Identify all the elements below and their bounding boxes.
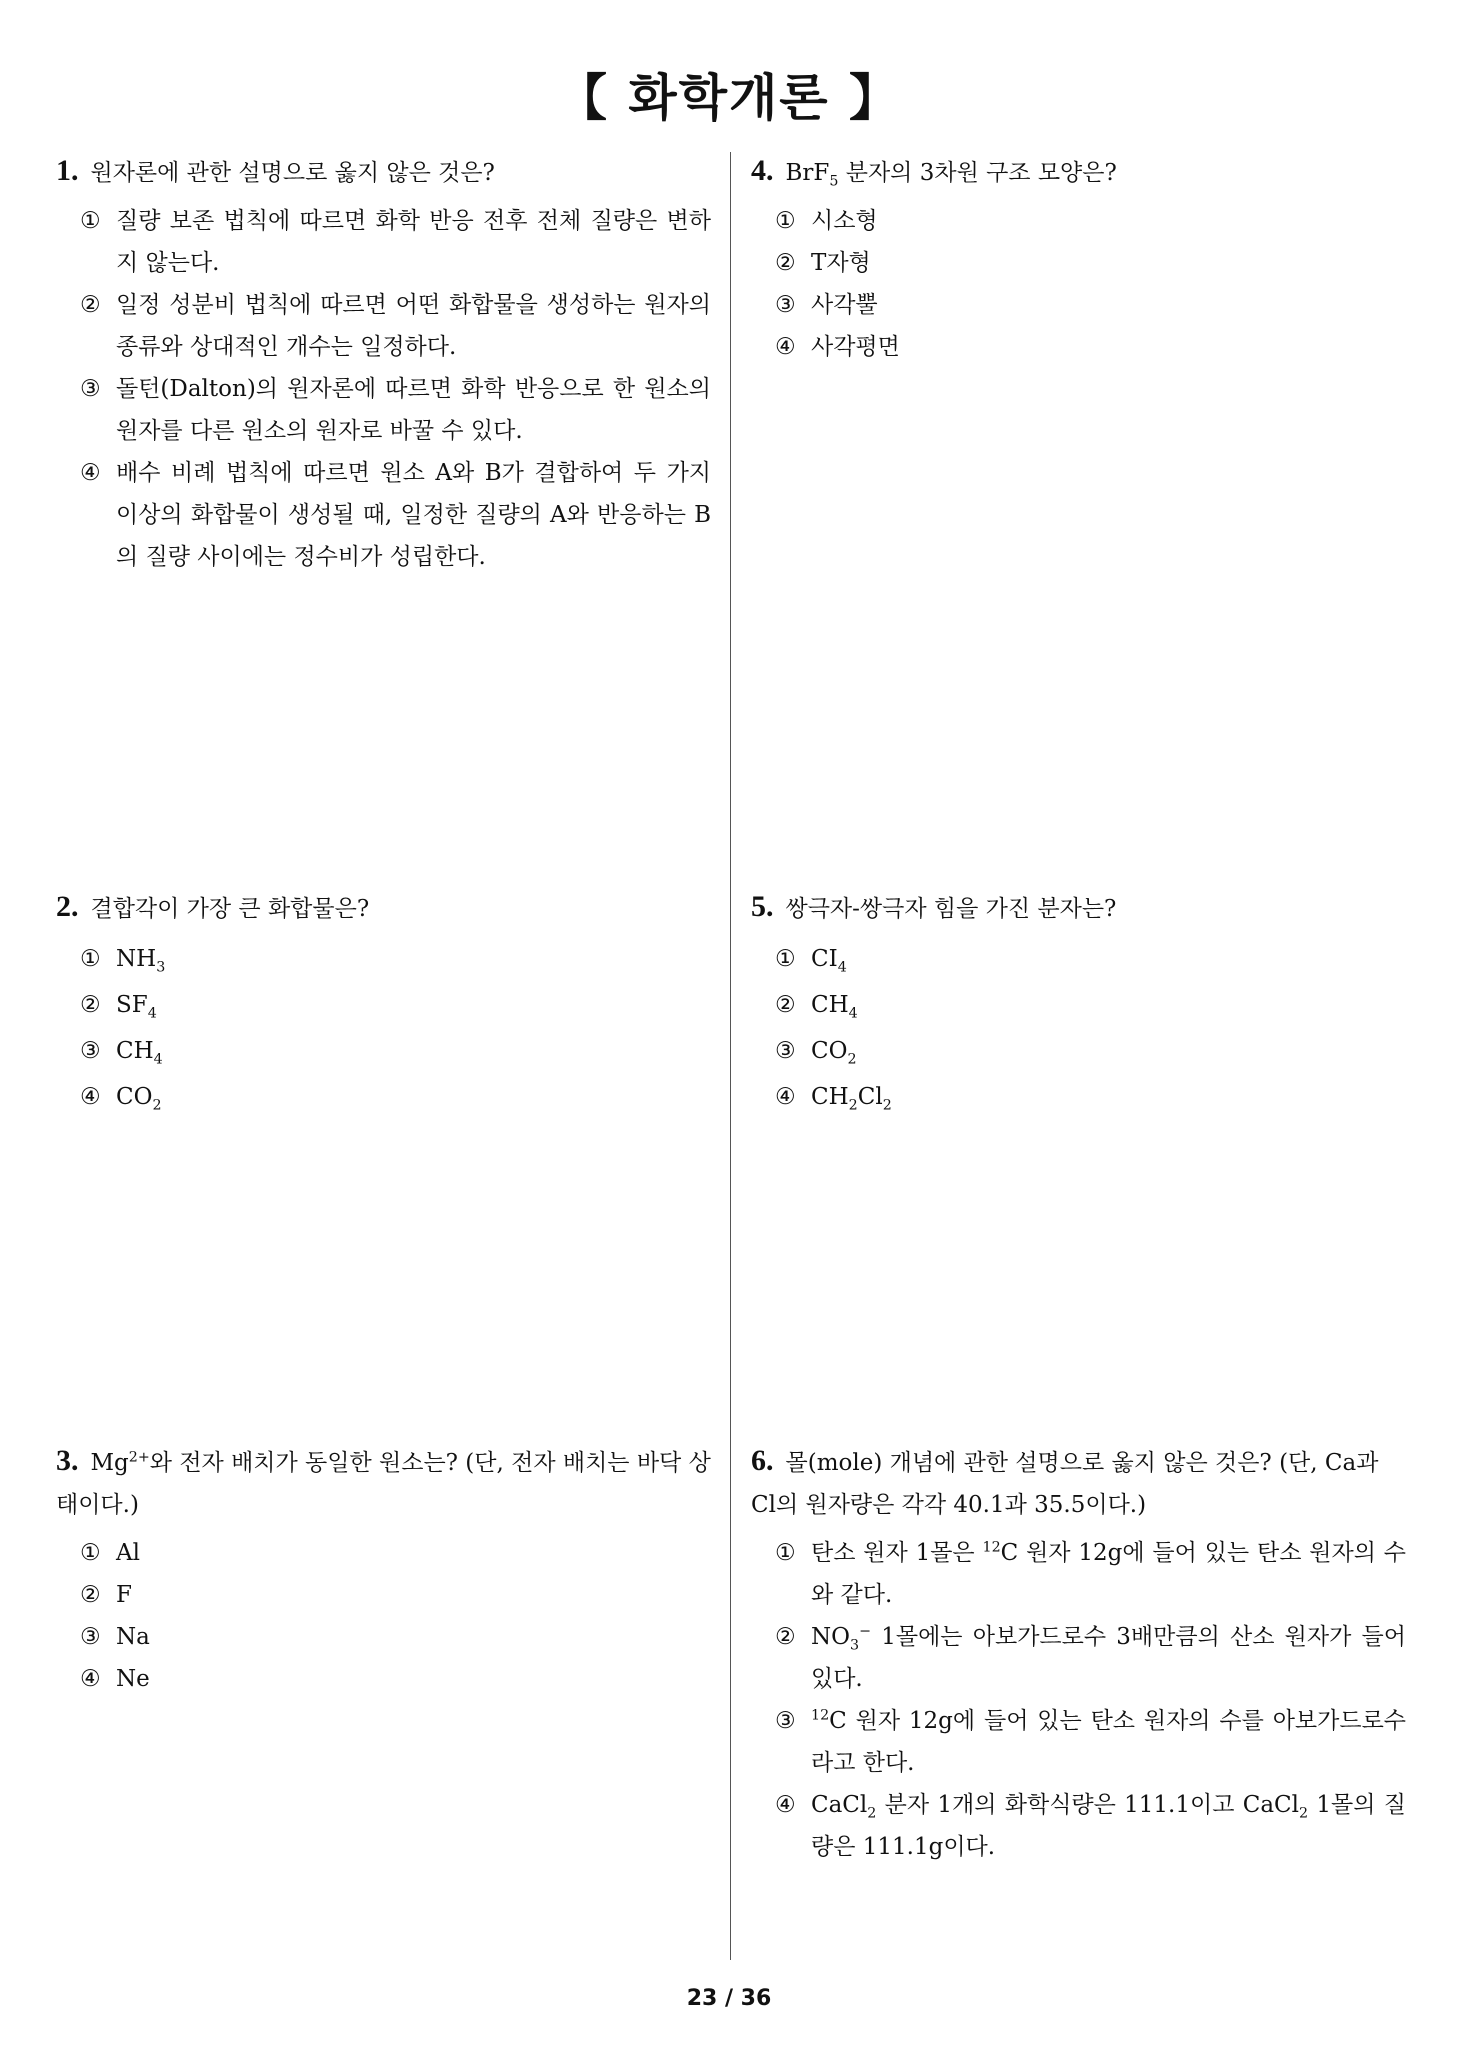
mass-number-superscript: 12: [982, 1539, 1001, 1556]
choice-text: [811, 1616, 1406, 1700]
choice-text: [811, 1700, 1406, 1784]
choice-list: [56, 1532, 711, 1700]
choice-marker: ①: [775, 1540, 796, 1566]
choice-marker: ①: [775, 946, 796, 972]
question-3: [56, 1440, 711, 1700]
stem-subscript: 5: [829, 173, 839, 190]
choice-text: [811, 1784, 1406, 1868]
choice-marker: ③: [80, 1038, 101, 1064]
stem-superscript: 2+: [128, 1449, 150, 1466]
choice-2[interactable]: [80, 1574, 711, 1616]
choice-3[interactable]: [80, 368, 711, 452]
stem-text: 와 전자 배치가 동일한 원소는? (단, 전자 배치는 바닥 상태이다.): [56, 1450, 711, 1518]
choice-text-part: C 원자 12g에 들어 있는 탄소 원자의 수와 같다.: [811, 1540, 1407, 1608]
choice-marker: ①: [80, 946, 101, 972]
choice-formula: [116, 1074, 711, 1120]
choice-marker: ④: [80, 1666, 101, 1692]
question-2: [56, 886, 711, 1120]
choice-4[interactable]: [775, 1074, 1406, 1120]
choice-formula: [116, 1028, 711, 1074]
choice-1[interactable]: [775, 936, 1406, 982]
formula-subscript: 4: [848, 1005, 858, 1022]
choice-4[interactable]: [80, 1074, 711, 1120]
question-number: 6.: [751, 1444, 774, 1477]
formula-text: CH: [811, 1084, 849, 1110]
choice-text: 사각평면: [811, 334, 900, 360]
charge-superscript: −: [859, 1623, 872, 1640]
choice-2[interactable]: [775, 982, 1406, 1028]
formula-subscript: 2: [1299, 1805, 1309, 1822]
choice-3[interactable]: [80, 1028, 711, 1074]
stem-text: 분자의 3차원 구조 모양은?: [838, 160, 1117, 186]
choice-text-part: CaCl: [811, 1792, 868, 1818]
choice-text-part: NO: [811, 1624, 850, 1650]
formula-subscript: 4: [837, 959, 847, 976]
choice-marker: ①: [775, 208, 796, 234]
stem-formula: Mg: [90, 1450, 129, 1476]
choice-formula: [811, 1074, 1406, 1120]
formula-subscript: 3: [156, 959, 166, 976]
formula-subscript: 2: [867, 1805, 877, 1822]
question-6: [751, 1440, 1406, 1868]
choice-2[interactable]: [80, 982, 711, 1028]
choice-2[interactable]: [80, 284, 711, 368]
choice-formula: [116, 936, 711, 982]
choice-1[interactable]: [80, 200, 711, 284]
choice-text: [811, 1532, 1406, 1616]
choice-marker: ④: [775, 1084, 796, 1110]
choice-text-part: 분자 1개의 화학식량은 111.1이고 CaCl: [876, 1792, 1300, 1818]
question-number: 4.: [751, 154, 774, 187]
choice-formula: [116, 982, 711, 1028]
choice-2[interactable]: [775, 242, 1406, 284]
choice-list: [751, 936, 1406, 1120]
question-number: 5.: [751, 890, 774, 923]
choice-text: 시소형: [811, 208, 878, 234]
choice-2[interactable]: [775, 1616, 1406, 1700]
formula-subscript: 4: [147, 1005, 157, 1022]
choice-marker: ②: [80, 1582, 101, 1608]
choice-formula: [811, 982, 1406, 1028]
choice-text: F: [116, 1582, 132, 1608]
question-stem: [785, 160, 1117, 190]
formula-subscript: 2: [882, 1097, 892, 1114]
choice-marker: ③: [775, 1708, 796, 1734]
formula-text: NH: [116, 946, 157, 972]
question-stem: 결합각이 가장 큰 화합물은?: [90, 896, 370, 922]
choice-list: [56, 936, 711, 1120]
choice-text: 일정 성분비 법칙에 따르면 어떤 화합물을 생성하는 원자의 종류와 상대적인 개수는 일정하다.: [116, 292, 711, 360]
question-1: [56, 150, 711, 578]
choice-marker: ②: [80, 292, 101, 318]
choice-text: Al: [116, 1540, 140, 1566]
choice-list: [751, 1532, 1406, 1868]
choice-list: [751, 200, 1406, 368]
choice-marker: ②: [775, 992, 796, 1018]
choice-4[interactable]: [80, 1658, 711, 1700]
question-number: 2.: [56, 890, 79, 923]
choice-text: 돌턴(Dalton)의 원자론에 따르면 화학 반응으로 한 원소의 원자를 다른 원소의 원자로 바꿀 수 있다.: [116, 376, 711, 444]
choice-4[interactable]: [80, 452, 711, 578]
choice-text: T자형: [811, 250, 871, 276]
choice-3[interactable]: [775, 1700, 1406, 1784]
formula-subscript: 3: [849, 1637, 860, 1654]
formula-text: CI: [811, 946, 838, 972]
choice-text-part: 1몰의 질량은 111.1g이다.: [811, 1792, 1406, 1860]
choice-marker: ④: [80, 1084, 101, 1110]
question-stem: [56, 1450, 711, 1518]
formula-text: Cl: [857, 1084, 883, 1110]
choice-text: 배수 비례 법칙에 따르면 원소 A와 B가 결합하여 두 가지 이상의 화합물이 생성될 때, 일정한 질량의 A와 반응하는 B의 질량 사이에는 정수비가 성립한다.: [116, 460, 711, 570]
choice-marker: ③: [80, 376, 101, 402]
choice-marker: ②: [80, 992, 101, 1018]
mass-number-superscript: 12: [811, 1707, 830, 1724]
question-number: 3.: [56, 1444, 79, 1477]
question-stem: 몰(mole) 개념에 관한 설명으로 옳지 않은 것은? (단, Ca과 Cl의 원자량은 각각 40.1과 35.5이다.): [751, 1450, 1379, 1518]
choice-marker: ④: [775, 1792, 796, 1818]
choice-1[interactable]: [775, 200, 1406, 242]
choice-text: Na: [116, 1624, 150, 1650]
choice-1[interactable]: [80, 936, 711, 982]
choice-text-part: C 원자 12g에 들어 있는 탄소 원자의 수를 아보가드로수라고 한다.: [811, 1708, 1406, 1776]
choice-text-part: 1몰에는 아보가드로수 3배만큼의 산소 원자가 들어 있다.: [811, 1624, 1406, 1692]
formula-subscript: 2: [152, 1097, 162, 1114]
page-title: 【 화학개론 】: [556, 69, 901, 127]
choice-marker: ④: [80, 460, 101, 486]
formula-text: SF: [116, 992, 148, 1018]
stem-formula: BrF: [785, 160, 830, 186]
choice-3[interactable]: [775, 284, 1406, 326]
question-stem: 쌍극자-쌍극자 힘을 가진 분자는?: [785, 896, 1117, 922]
question-stem: 원자론에 관한 설명으로 옳지 않은 것은?: [90, 160, 495, 186]
choice-text: 질량 보존 법칙에 따르면 화학 반응 전후 전체 질량은 변하지 않는다.: [116, 208, 711, 276]
question-number: 1.: [56, 154, 79, 187]
page-number: 23 / 36: [686, 1986, 772, 2011]
column-divider: [730, 152, 731, 1960]
choice-marker: ①: [80, 1540, 101, 1566]
formula-subscript: 2: [848, 1097, 858, 1114]
choice-marker: ③: [80, 1624, 101, 1650]
choice-1[interactable]: [80, 1532, 711, 1574]
formula-subscript: 2: [847, 1051, 857, 1068]
choice-text: Ne: [116, 1666, 150, 1692]
choice-formula: [811, 1028, 1406, 1074]
choice-marker: ④: [775, 334, 796, 360]
choice-marker: ③: [775, 292, 796, 318]
question-4: [751, 150, 1406, 368]
formula-text: CH: [811, 992, 849, 1018]
choice-text: 사각뿔: [811, 292, 878, 318]
choice-marker: ②: [775, 1624, 796, 1650]
choice-marker: ③: [775, 1038, 796, 1064]
question-5: [751, 886, 1406, 1120]
formula-text: CH: [116, 1038, 154, 1064]
choice-4[interactable]: [775, 1784, 1406, 1868]
choice-3[interactable]: [80, 1616, 711, 1658]
choice-list: [56, 200, 711, 578]
formula-text: CO: [811, 1038, 848, 1064]
choice-1[interactable]: [775, 1532, 1406, 1616]
formula-subscript: 4: [153, 1051, 163, 1068]
choice-marker: ①: [80, 208, 101, 234]
choice-text-part: 탄소 원자 1몰은: [811, 1540, 983, 1566]
choice-marker: ②: [775, 250, 796, 276]
choice-4[interactable]: [775, 326, 1406, 368]
choice-3[interactable]: [775, 1028, 1406, 1074]
choice-formula: [811, 936, 1406, 982]
formula-text: CO: [116, 1084, 153, 1110]
